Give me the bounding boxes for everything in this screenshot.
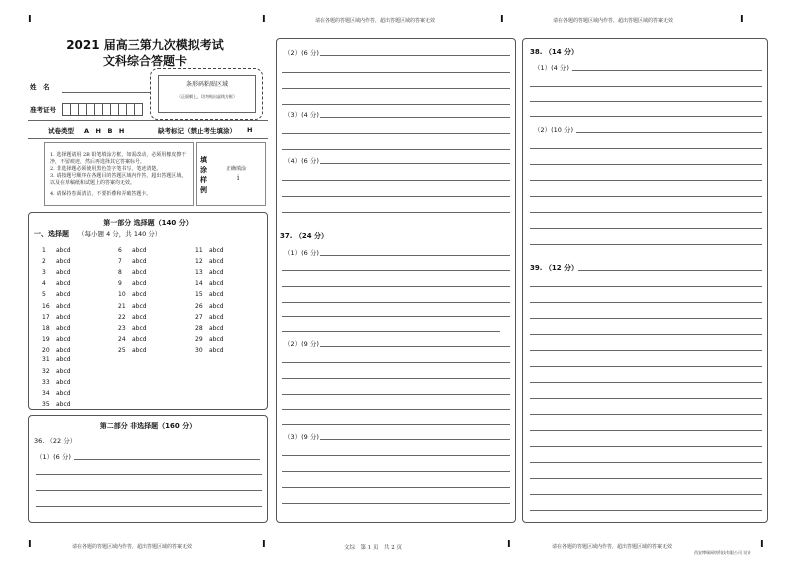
answer-line[interactable] — [282, 286, 510, 287]
question-number: 35 — [42, 401, 50, 408]
answer-options[interactable]: abcd — [132, 336, 147, 343]
answer-line[interactable] — [530, 244, 762, 245]
answer-line[interactable] — [282, 88, 510, 89]
answer-options[interactable]: abcd — [56, 258, 71, 265]
answer-line[interactable] — [530, 414, 762, 415]
answer-options[interactable]: abcd — [209, 314, 224, 321]
answer-options[interactable]: abcd — [132, 258, 147, 265]
answer-line[interactable] — [530, 196, 762, 197]
answer-line[interactable] — [36, 490, 262, 491]
answer-options[interactable]: abcd — [132, 325, 147, 332]
answer-options[interactable]: abcd — [132, 314, 147, 321]
alignment-mark: I — [507, 539, 511, 550]
question-36-2: （2）(6 分) — [284, 49, 319, 57]
question-number: 24 — [118, 336, 126, 343]
question-37-1: （1）(6 分) — [284, 249, 319, 257]
barcode-title: 条形码粘贴区域 — [185, 81, 228, 88]
question-number: 28 — [195, 325, 203, 332]
answer-line[interactable] — [320, 346, 510, 347]
fill-sample-correct-mark: i — [237, 174, 240, 182]
question-number: 5 — [42, 291, 46, 298]
answer-line[interactable] — [576, 132, 762, 133]
page-number: 文综 第 1 页 共 2 页 — [344, 545, 402, 551]
answer-options[interactable]: abcd — [56, 356, 71, 363]
question-number: 29 — [195, 336, 203, 343]
answer-line[interactable] — [74, 459, 260, 460]
answer-line[interactable] — [282, 424, 510, 425]
answer-line[interactable] — [530, 366, 762, 367]
answer-options[interactable]: abcd — [209, 336, 224, 343]
answer-options[interactable]: abcd — [56, 303, 71, 310]
question-number: 13 — [195, 269, 203, 276]
answer-line[interactable] — [530, 148, 762, 149]
header-warning: 请在各题的答题区域内作答，超出答题区域的答案无效 — [315, 18, 436, 24]
answer-line[interactable] — [282, 212, 510, 213]
question-number: 11 — [195, 247, 203, 254]
question-number: 34 — [42, 390, 50, 397]
answer-line[interactable] — [530, 334, 762, 335]
answer-line[interactable] — [282, 302, 510, 303]
header-warning: 请在各题的答题区域内作答，超出答题区域的答案无效 — [553, 18, 674, 24]
answer-line[interactable] — [530, 478, 762, 479]
question-number: 19 — [42, 336, 50, 343]
answer-line[interactable] — [530, 510, 762, 511]
answer-options[interactable]: abcd — [209, 280, 224, 287]
answer-line[interactable] — [530, 302, 762, 303]
name-line[interactable] — [62, 92, 150, 93]
question-number: 23 — [118, 325, 126, 332]
answer-line[interactable] — [282, 378, 510, 379]
card-subtitle: 文科综合答题卡 — [102, 54, 187, 68]
question-number: 15 — [195, 291, 203, 298]
divider — [28, 120, 268, 121]
alignment-mark: I — [760, 539, 764, 550]
answer-line[interactable] — [530, 494, 762, 495]
answer-options[interactable]: abcd — [56, 269, 71, 276]
question-36-3: （3）(4 分) — [284, 111, 319, 119]
answer-line[interactable] — [282, 362, 510, 363]
instruction-item: 4. 请保持卷面清洁，不要折叠和弄破答题卡。 — [50, 191, 152, 197]
question-number: 2 — [42, 258, 46, 265]
question-38: 38. （14 分） — [530, 48, 579, 56]
question-number: 8 — [118, 269, 122, 276]
answer-line[interactable] — [282, 196, 510, 197]
answer-line[interactable] — [530, 462, 762, 463]
answer-line[interactable] — [530, 398, 762, 399]
answer-options[interactable]: abcd — [209, 303, 224, 310]
answer-options[interactable]: abcd — [209, 269, 224, 276]
answer-options[interactable]: abcd — [56, 280, 71, 287]
question-38-2: （2）(10 分) — [534, 126, 574, 134]
answer-line[interactable] — [282, 487, 510, 488]
answer-options[interactable]: abcd — [56, 401, 71, 408]
question-number: 4 — [42, 280, 46, 287]
question-number: 7 — [118, 258, 122, 265]
alignment-mark: I — [500, 14, 504, 25]
answer-line[interactable] — [320, 439, 510, 440]
answer-line[interactable] — [530, 86, 762, 87]
instruction-item: 2. 非选择题必须使用黑色签字笔书写，笔迹清楚。 — [50, 166, 162, 172]
footer-warning: 请在各题的答题区域内作答，超出答题区域的答案无效 — [72, 544, 193, 550]
answer-line[interactable] — [282, 409, 510, 410]
answer-options[interactable]: abcd — [132, 269, 147, 276]
question-38-1: （1）(4 分) — [534, 64, 569, 72]
answer-options[interactable]: abcd — [56, 291, 71, 298]
answer-options[interactable]: abcd — [56, 347, 71, 354]
answer-options[interactable]: abcd — [56, 247, 71, 254]
answer-options[interactable]: abcd — [209, 291, 224, 298]
answer-options[interactable]: abcd — [56, 325, 71, 332]
question-number: 33 — [42, 379, 50, 386]
footer-warning: 请在各题的答题区域内作答，超出答题区域的答案无效 — [552, 544, 673, 550]
answer-line[interactable] — [36, 474, 262, 475]
missing-exam-label: 缺考标记（禁止考生填涂） — [158, 127, 236, 135]
answer-options[interactable]: abcd — [209, 347, 224, 354]
answer-options[interactable]: abcd — [132, 303, 147, 310]
answer-line[interactable] — [530, 286, 762, 287]
question-39: 39. （12 分） — [530, 264, 579, 272]
answer-line[interactable] — [282, 72, 510, 73]
answer-options[interactable]: abcd — [132, 291, 147, 298]
answer-options[interactable]: abcd — [132, 280, 147, 287]
exam-id-label: 准考证号 — [30, 106, 56, 114]
name-label: 姓 名 — [30, 83, 50, 91]
answer-line[interactable] — [530, 446, 762, 447]
answer-line[interactable] — [530, 350, 762, 351]
answer-line[interactable] — [530, 116, 762, 117]
barcode-note: （正面朝上，切勿贴出虚线方框） — [177, 94, 237, 99]
question-37-2: （2）(9 分) — [284, 340, 319, 348]
answer-line[interactable] — [282, 149, 510, 150]
answer-line[interactable] — [530, 164, 762, 165]
alignment-mark: I — [262, 539, 266, 550]
question-number: 26 — [195, 303, 203, 310]
question-number: 25 — [118, 347, 126, 354]
answer-options[interactable]: abcd — [56, 379, 71, 386]
answer-line[interactable] — [530, 180, 762, 181]
answer-options[interactable]: abcd — [56, 314, 71, 321]
instruction-item: 1. 选择题请用 2B 铅笔填涂方框，如需改动，必须用橡皮擦干净，不留痕迹，然后再选择其它答案标号。 — [50, 152, 187, 165]
instruction-item: 3. 请按题号顺序在各题目的答题区域内作答，超出答题区域，以及在草稿纸和试题上的答案均无效。 — [50, 173, 187, 186]
question-number: 31 — [42, 356, 50, 363]
answer-line[interactable] — [36, 506, 262, 507]
question-number: 9 — [118, 280, 122, 287]
card-title: 2021 届高三第九次模拟考试 — [66, 38, 224, 52]
answer-line[interactable] — [320, 255, 510, 256]
missing-exam-box: H — [247, 126, 253, 134]
answer-options[interactable]: abcd — [132, 247, 147, 254]
paper-type-options[interactable]: A H B H — [84, 127, 125, 135]
alignment-mark: I — [262, 14, 266, 25]
answer-line[interactable] — [282, 503, 510, 504]
alignment-mark: I — [740, 14, 744, 25]
answer-options[interactable]: abcd — [56, 368, 71, 375]
alignment-mark: I — [28, 14, 32, 25]
answer-line[interactable] — [320, 117, 510, 118]
answer-line[interactable] — [282, 455, 510, 456]
question-number: 32 — [42, 368, 50, 375]
fill-sample-label: 填涂样例 — [200, 156, 207, 194]
exam-id-cells[interactable] — [62, 101, 142, 120]
answer-line[interactable] — [282, 331, 500, 332]
fill-sample-correct-label: 正确填涂 — [226, 166, 247, 172]
question-37: 37. （24 分） — [280, 232, 329, 240]
answer-line[interactable] — [530, 228, 762, 229]
answer-line[interactable] — [282, 104, 510, 105]
question-37-3: （3）(9 分) — [284, 433, 319, 441]
answer-line[interactable] — [282, 471, 510, 472]
answer-line[interactable] — [530, 318, 762, 319]
answer-line[interactable] — [530, 212, 762, 213]
answer-line[interactable] — [530, 382, 762, 383]
question-number: 10 — [118, 291, 126, 298]
part1-title: 第一部分 选择题（140 分） — [103, 219, 193, 227]
answer-line[interactable] — [282, 180, 510, 181]
answer-line[interactable] — [578, 270, 762, 271]
section-label: 一、选择题 — [34, 230, 69, 238]
answer-line[interactable] — [282, 270, 510, 271]
question-number: 27 — [195, 314, 203, 321]
question-number: 6 — [118, 247, 122, 254]
section-note: （每小题 4 分，共 140 分） — [78, 230, 162, 238]
question-36: 36. （22 分） — [34, 437, 77, 445]
question-number: 18 — [42, 325, 50, 332]
answer-options[interactable]: abcd — [209, 325, 224, 332]
answer-options[interactable]: abcd — [56, 390, 71, 397]
answer-line[interactable] — [282, 316, 510, 317]
answer-options[interactable]: abcd — [209, 247, 224, 254]
divider — [28, 138, 268, 139]
question-36-1: （1）(6 分) — [36, 453, 71, 461]
answer-options[interactable]: abcd — [56, 336, 71, 343]
question-number: 30 — [195, 347, 203, 354]
question-number: 12 — [195, 258, 203, 265]
answer-options[interactable]: abcd — [209, 258, 224, 265]
answer-line[interactable] — [530, 430, 762, 431]
question-number: 1 — [42, 247, 46, 254]
answer-line[interactable] — [530, 101, 762, 102]
paper-type-label: 试卷类型 — [48, 127, 74, 135]
question-number: 17 — [42, 314, 50, 321]
answer-line[interactable] — [320, 55, 510, 56]
question-number: 16 — [42, 303, 50, 310]
question-number: 14 — [195, 280, 203, 287]
question-number: 22 — [118, 314, 126, 321]
question-number: 21 — [118, 303, 126, 310]
publisher: 西安博瑞网络科技有限公司 设计 — [694, 550, 752, 555]
question-number: 20 — [42, 347, 50, 354]
question-number: 3 — [42, 269, 46, 276]
part2-title: 第二部分 非选择题（160 分） — [99, 422, 197, 430]
answer-box-right — [522, 38, 768, 523]
answer-line[interactable] — [282, 394, 510, 395]
question-36-4: （4）(6 分) — [284, 157, 319, 165]
answer-line[interactable] — [282, 133, 510, 134]
answer-options[interactable]: abcd — [132, 347, 147, 354]
answer-line[interactable] — [320, 163, 510, 164]
alignment-mark: I — [28, 539, 32, 550]
answer-line[interactable] — [572, 70, 762, 71]
